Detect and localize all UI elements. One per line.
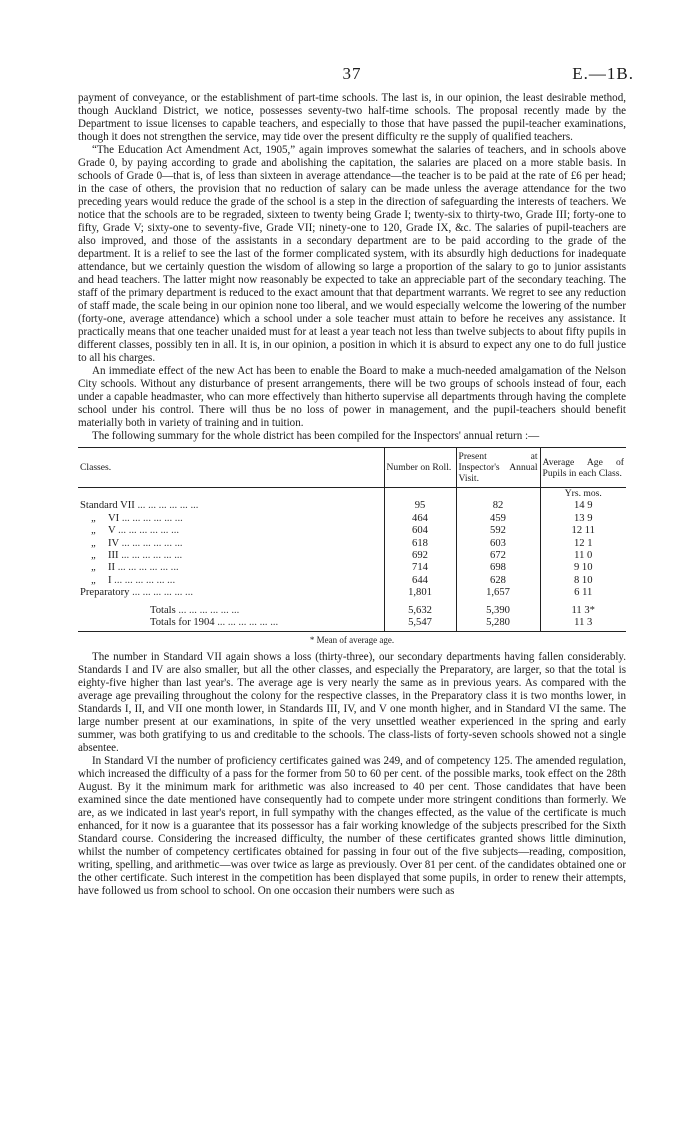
age-cell: 12 1 [540, 538, 626, 550]
age-cell: 11 0 [540, 550, 626, 562]
present-cell: 603 [456, 538, 540, 550]
paragraph-1: payment of conveyance, or the establishment of part-time schools. The last is, in our opinion, the least desirable method, though Auckland District, we notice, possesses seventy-two half-time schools. The proposal recently made by the Department to issue licenses to capable teachers, and especially to those that have passed the pupil-teacher examinations, though it does not strengthen the service, may tide over the present difficulty re the supply of qualified teachers. [78, 92, 626, 143]
table-row [78, 575, 626, 587]
roll-cell: 604 [384, 525, 456, 537]
roll-cell: 644 [384, 575, 456, 587]
paragraph-5: The number in Standard VII again shows a loss (thirty-three), our secondary departments having fallen considerably. Standards I and IV are also smaller, but all the other classes, and especially the Preparatory, are larger, so that the total is eighty-five higher than last year's. The average age is very nearly the same as in previous years. As compared with the average age prevailing throughout the colony for the respective classes, in the Preparatory class it is two months lower, in Standards I, II, and VII one month lower, in Standards III, IV, and V one month higher, and in Standard VI the same. The large number present at our examinations, in spite of the very unsettled weather experienced in the spring and early summer, was both gratifying to us and creditable to the schools. The class-lists of forty-seven schools showed not a single absentee. [78, 651, 626, 755]
roll-cell: 1,801 [384, 587, 456, 599]
table-footnote: * Mean of average age. [309, 635, 395, 646]
class-cell [78, 587, 384, 599]
present-cell: 672 [456, 550, 540, 562]
class-label: VI [108, 512, 120, 524]
leader-dots: ... ... ... ... ... ... [115, 525, 180, 537]
paragraph-4: The following summary for the whole district has been compiled for the Inspectors' annual return :— [92, 430, 540, 442]
class-cell [78, 605, 384, 617]
age-cell: 14 9 [540, 500, 626, 512]
totals-row [78, 605, 626, 617]
roll-cell: 714 [384, 562, 456, 574]
present-cell: 698 [456, 562, 540, 574]
class-cell [78, 525, 384, 537]
age-cell: 13 9 [540, 513, 626, 525]
roll-cell: 95 [384, 500, 456, 512]
table-row [78, 513, 626, 525]
units-row [78, 488, 626, 501]
roll-cell: 464 [384, 513, 456, 525]
class-label: III [108, 550, 119, 562]
table-row [78, 562, 626, 574]
class-label: II [108, 562, 116, 574]
table-row [78, 525, 626, 537]
present-cell: 82 [456, 500, 540, 512]
class-cell [78, 513, 384, 525]
class-label: Totals [150, 604, 176, 616]
page-number: 37 [342, 64, 362, 83]
class-label: V [108, 525, 116, 537]
present-cell: 5,280 [456, 617, 540, 632]
leader-dots: ... ... ... ... ... ... [118, 550, 183, 562]
present-cell: 592 [456, 525, 540, 537]
age-cell: 6 11 [540, 587, 626, 599]
class-cell [78, 550, 384, 562]
roll-cell: 5,632 [384, 605, 456, 617]
present-cell: 1,657 [456, 587, 540, 599]
header-roll: Number on Roll. [384, 448, 456, 488]
age-units: Yrs. mos. [540, 488, 626, 501]
present-cell: 628 [456, 575, 540, 587]
class-label: I [108, 574, 112, 586]
page-header [78, 64, 634, 86]
ditto-mark: „ [91, 550, 97, 562]
header-classes: Classes. [78, 448, 384, 488]
ditto-mark: „ [91, 537, 97, 549]
table-header-row [78, 448, 626, 488]
header-present: Present at Inspector's Annual Visit. [456, 448, 540, 488]
class-label: Totals for 1904 [150, 617, 215, 629]
age-cell: 11 3* [540, 605, 626, 617]
class-cell [78, 617, 384, 632]
class-label: IV [108, 537, 119, 549]
age-cell: 12 11 [540, 525, 626, 537]
class-cell [78, 538, 384, 550]
document-code: E.—1B. [572, 64, 634, 83]
leader-dots: ... ... ... ... ... ... [175, 604, 240, 616]
age-cell: 8 10 [540, 575, 626, 587]
age-cell: 11 3 [540, 617, 626, 632]
table-body [78, 488, 626, 632]
class-cell [78, 500, 384, 512]
class-label: Standard VII [80, 500, 135, 512]
leader-dots: ... ... ... ... ... ... [129, 587, 193, 599]
leader-dots: ... ... ... ... ... ... [119, 537, 183, 549]
ditto-mark: „ [91, 562, 97, 574]
leader-dots: ... ... ... ... ... ... [214, 617, 279, 629]
class-cell [78, 575, 384, 587]
roll-cell: 692 [384, 550, 456, 562]
ditto-mark: „ [91, 525, 97, 537]
leader-dots: ... ... ... ... ... ... [134, 500, 199, 512]
table-row [78, 538, 626, 550]
header-age: Average Age of Pupils in each Class. [540, 448, 626, 488]
table-row [78, 587, 626, 599]
totals-row [78, 617, 626, 632]
ditto-mark: „ [91, 512, 97, 524]
report-body [78, 92, 626, 898]
roll-cell: 5,547 [384, 617, 456, 632]
paragraph-3: An immediate effect of the new Act has been to enable the Board to make a much-needed amalgamation of the Nelson City schools. Without any disturbance of present arrangements, there will be two groups of schools instead of four, each under a capable headmaster, who can more effectively than hitherto supervise all departments through having the complete school under his control. There will thus be no loss of power in management, and the pupil-teachers should benefit materially both in variety of training and in tuition. [78, 365, 626, 429]
paragraph-6: In Standard VI the number of proficiency certificates gained was 249, and of competency 125. The amended regulation, which increased the difficulty of a pass for the former from 50 to 60 per cent. of the possible marks, took effect on the 28th August. By it the minimum mark for arithmetic was also increased to 40 per cent. Those candidates that have been examined since the date mentioned have consequently had to compete under more stringent conditions than formerly. We are, as we indicated in last year's report, in full sympathy with the changes effected, as the value of the certificate is much enhanced, for it now is a guarantee that its possessor has a fair working knowledge of the subjects prescribed for the Sixth Standard course. Considering the increased difficulty, the number of these certificates granted shows little diminution, whilst the number of competency certificates obtained for passing in four out of the five subjects—reading, composition, writing, spelling, and arithmetic—was over twice as large as previously. Over 81 per cent. of the candidates obtained one or the other certificate. Such interest in the competition has been displayed that some pupils, in order to renew their attempts, have followed us from school to school. On one occasion their numbers were such as [78, 755, 626, 898]
leader-dots: ... ... ... ... ... ... [111, 574, 176, 586]
roll-cell: 618 [384, 538, 456, 550]
summary-table [78, 447, 626, 632]
paragraph-2: “The Education Act Amendment Act, 1905,” again improves somewhat the salaries of teachers, and in schools above Grade 0, by paying according to grade and abolishing the capitation, the salaries are placed on a more stable basis. In schools of Grade 0—that is, of less than sixteen in average attendance—the teacher is to be paid at the rate of £6 per head; in the case of others, the provision that no reduction of salary can be made unless the average attendance for the two preceding years would reduce the grade of the school is a step in the direction of safeguarding the interests of teachers. We notice that the schools are to be regraded, sixteen to twenty being Grade I; twenty-six to thirty-two, Grade III; forty-one to fifty, Grade V; sixty-one to seventy-five, Grade VII; ninety-one to 120, Grade IX, &c. The salaries of pupil-teachers are also improved, and those of the assistants in a secondary department are to be paid according to the grade of the department. It is a relief to see the last of the former complicated system, with its absurdly high deductions for inadequate attendance, but we certainly question the wisdom of allowing so large a proportion of the salary to go to junior assistants and head teachers. The latter might now reasonably be expected to take an appreciable part of the secondary teaching. The staff of the primary department is reduced to the exact amount that that department warrants. We regret to see any reduction of staff made, the scale being in our opinion none too liberal, and we would especially welcome the lowering of the number (forty-one, average attendance) which a school under a sole teacher must attain to before he receives any assistance. It practically means that one teacher unaided must for at least a year teach not less than twelve subjects to about fifty pupils in different classes, possibly ten in all. It is, in our opinion, a position in which it is absurd to expect any one to do full justice to all his charges. [78, 144, 626, 364]
present-cell: 5,390 [456, 605, 540, 617]
present-cell: 459 [456, 513, 540, 525]
leader-dots: ... ... ... ... ... ... [115, 562, 179, 574]
table-row [78, 550, 626, 562]
leader-dots: ... ... ... ... ... ... [119, 512, 183, 524]
class-cell [78, 562, 384, 574]
ditto-mark: „ [91, 574, 97, 586]
class-label: Preparatory [80, 587, 130, 599]
age-cell: 9 10 [540, 562, 626, 574]
table-row [78, 500, 626, 512]
